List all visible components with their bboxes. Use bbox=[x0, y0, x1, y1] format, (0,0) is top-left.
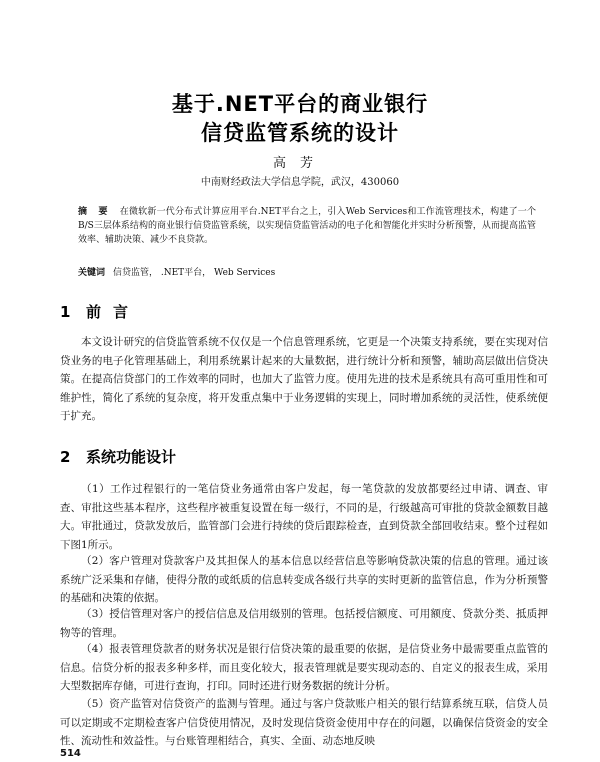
page-number: 514 bbox=[60, 748, 81, 759]
author-name: 高芳 bbox=[272, 156, 327, 171]
author-affiliation: 中南财经政法大学信息学院，武汉，430060 bbox=[200, 177, 400, 188]
section-heading-design bbox=[60, 446, 176, 467]
keywords-text: 信贷监管， .NET平台， Web Services bbox=[113, 268, 276, 278]
section-number: 2 bbox=[60, 448, 71, 466]
body-paragraph: （2）客户管理对贷款客户及其担保人的基本信息以经营信息等影响贷款决策的信息的管理。通过该系统广泛采集和存储，使得分散的或纸质的信息转变成各级行共享的实时更新的监管信息，作为分析预警的基础和决策的依据。 bbox=[60, 555, 548, 604]
section-number: 1 bbox=[60, 303, 71, 321]
abstract-label: 摘 要 bbox=[78, 207, 112, 217]
body-paragraph: （5）资产监管对信贷资产的监测与管理。通过与客户贷款账户相关的银行结算系统互联，信贷人员可以定期或不定期检查客户信贷使用情况，及时发现信贷资金使用中存在的问题，以确保信贷资金的安全性、流动性和效益性。与台账管理相结合，真实、全面、动态地反映 bbox=[60, 698, 548, 747]
section-title: 前言 bbox=[86, 303, 141, 321]
keywords-block bbox=[78, 265, 536, 278]
section-heading-intro bbox=[60, 301, 140, 322]
body-paragraph: （3）授信管理对客户的授信信息及信用级别的管理。包括授信额度、可用额度、贷款分类、抵质押物等的管理。 bbox=[60, 608, 548, 639]
abstract-block bbox=[78, 205, 536, 247]
section-title: 系统功能设计 bbox=[86, 448, 177, 466]
body-paragraph: （1）工作过程银行的一笔信贷业务通常由客户发起，每一笔贷款的发放都要经过申请、调查、审查、审批这些基本程序，这些程序被重复设置在每一级行，不同的是，行级越高可审批的贷款金额数目越大。审批通过，贷款发放后，监管部门会进行持续的贷后跟踪检查，直到贷款全部回收结束。整个过程如下图1所示。 bbox=[60, 483, 548, 551]
body-paragraph: （4）报表管理贷款者的财务状况是银行信贷决策的最重要的依据，是信贷业务中最需要重点监管的信息。信贷分析的报表多种多样，而且变化较大，报表管理就是要实现动态的、自定义的报表生成，采用大型数据库存储，可进行查询，打印。同时还进行财务数据的统计分析。 bbox=[60, 643, 548, 692]
intro-paragraph: 本文设计研究的信贷监管系统不仅仅是一个信息管理系统，它更是一个决策支持系统，要在实现对信贷业务的电子化管理基础上，利用系统累计起来的大量数据，进行统计分析和预警，辅助高层做出信贷决策。在提高信贷部门的工作效率的同时，也加大了监管力度。使用先进的技术是系统具有高可重用性和可维护性，简化了系统的复杂度，将开发重点集中于业务逻辑的实现上，同时增加系统的灵活性，使系统便于扩充。 bbox=[60, 336, 548, 422]
paper-title-line2: 信贷监管系统的设计 bbox=[201, 121, 399, 145]
paper-title-line1: 基于.NET平台的商业银行 bbox=[171, 92, 429, 116]
keywords-label: 关键词 bbox=[78, 268, 106, 278]
abstract-text: 在微软新一代分布式计算应用平台.NET平台之上，引入Web Services和工作流管理技术，构建了一个B/S三层体系结构的商业银行信贷监管系统，以实现信贷监管活动的电子化和智能化并实时分析预警，从而提高监管效率、辅助决策、减少不良贷款。 bbox=[78, 207, 536, 245]
